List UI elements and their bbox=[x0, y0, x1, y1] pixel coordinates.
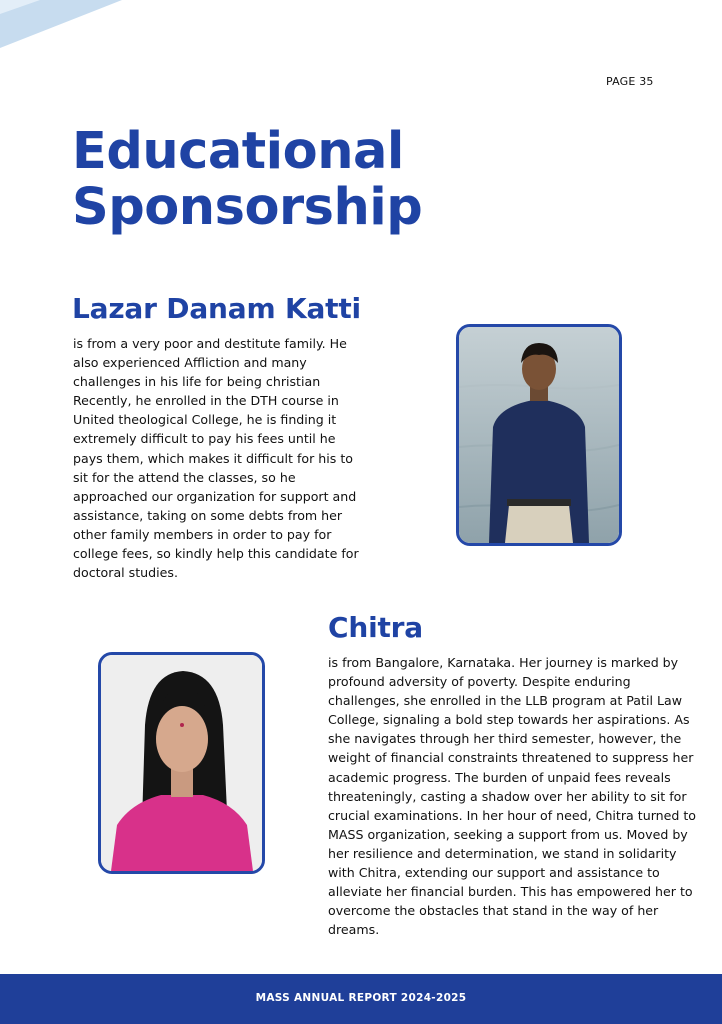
woman-portrait-image bbox=[101, 655, 262, 871]
corner-decoration bbox=[0, 0, 130, 50]
title-line-2: Sponsorship bbox=[72, 178, 423, 237]
profile-name-chitra: Chitra bbox=[328, 611, 423, 644]
profile-name-lazar: Lazar Danam Katti bbox=[72, 292, 361, 325]
profile-description-chitra: is from Bangalore, Karnataka. Her journey is marked by profound adversity of poverty. Despite enduring challenges, she enrolled in the LLB program at Patil Law College, signaling a bold step towards her aspirations. As she navigates through her third semester, however, the weight of financial constraints threatened to suppress her academic progress. The burden of unpaid fees reveals threateningly, casting a shadow over her ability to sit for crucial examinations. In her hour of need, Chitra turned to MASS organization, seeking a support from us. Moved by her resilience and determination, we stand in solidarity with Chitra, extending our support and assistance to alleviate her financial burden. This has empowered her to overcome the obstacles that stand in the way of her dreams. bbox=[328, 655, 697, 938]
page-number: PAGE 35 bbox=[606, 75, 654, 88]
photo-lazar bbox=[456, 324, 622, 546]
footer-bar bbox=[0, 974, 722, 1024]
man-portrait-image bbox=[459, 327, 619, 543]
profile-description-lazar: is from a very poor and destitute family. He also experienced Affliction and many challenges in his life for being christian Recently, he enrolled in the DTH course in United theological College, he is finding it extremely difficult to pay his fees until he pays them, which makes it difficult for his to sit for the attend the classes, so he approached our organization for support and assistance, taking on some debts from her other family members in order to pay for college fees, so kindly help this candidate for doctoral studies. bbox=[73, 336, 359, 581]
footer-text: MASS ANNUAL REPORT 2024-2025 bbox=[255, 992, 467, 1004]
page-title bbox=[72, 124, 422, 236]
title-line-1: Educational bbox=[72, 122, 404, 181]
photo-chitra bbox=[98, 652, 265, 874]
